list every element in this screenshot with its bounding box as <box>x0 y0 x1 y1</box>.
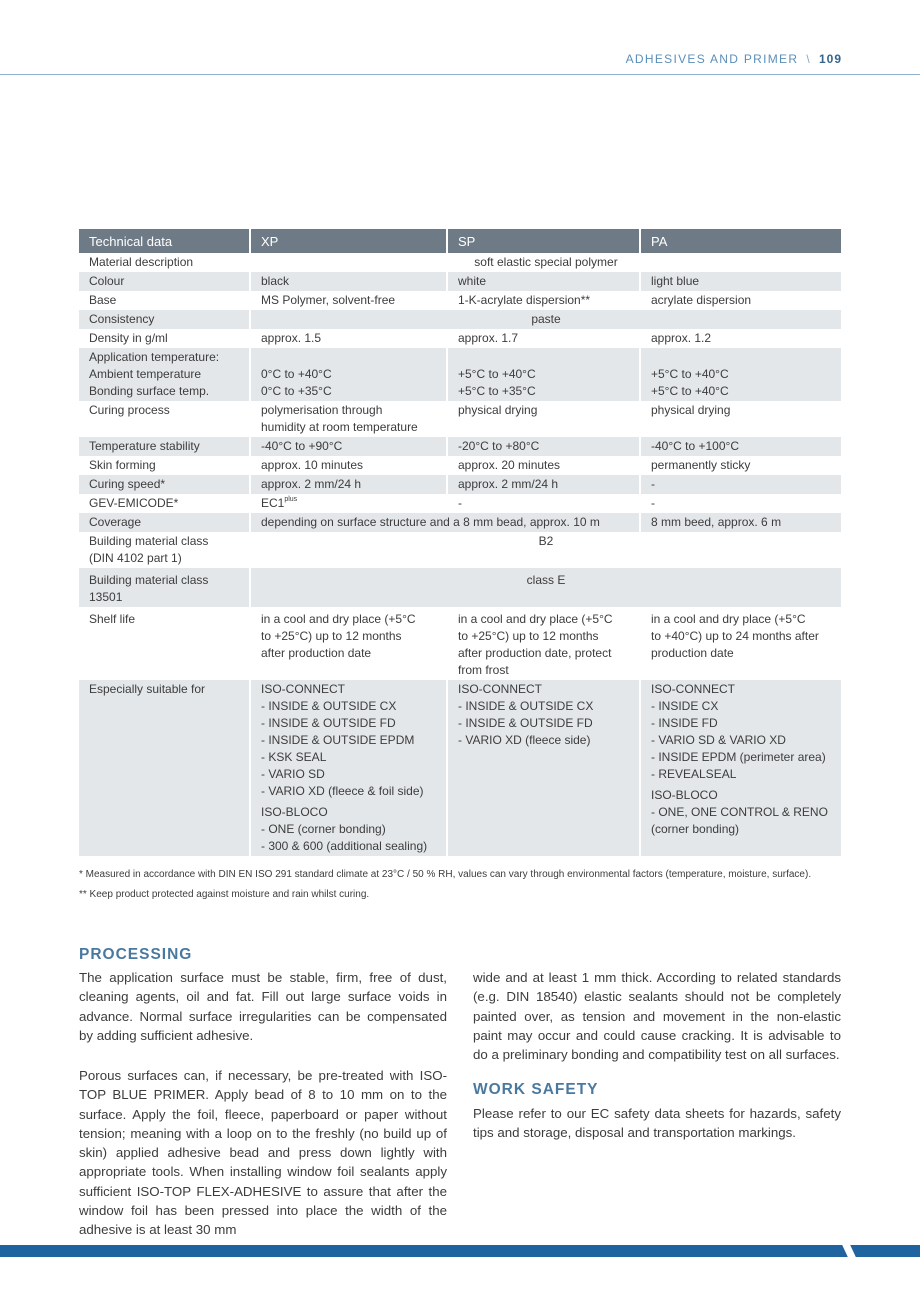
footnote-measured: * Measured in accordance with DIN EN ISO 291 standard climate at 23°C / 50 % RH, values can vary through environmental factors (temperature, moisture, surface). <box>79 869 812 880</box>
label-application-temperature <box>79 348 250 401</box>
pa-density: approx. 1.2 <box>640 329 841 348</box>
label-coverage: Coverage <box>79 513 250 532</box>
label-curing-process: Curing process <box>89 403 170 417</box>
xp-curing-process <box>250 401 447 437</box>
xp-skin-forming: approx. 10 minutes <box>250 456 447 475</box>
row-consistency <box>79 310 841 329</box>
row-building-class-13501 <box>79 568 841 607</box>
pa-bonding: +5°C to +40°C <box>651 384 729 398</box>
processing-title: PROCESSING <box>79 946 193 963</box>
label-density: Density in g/ml <box>89 331 168 345</box>
sp-base: 1-K-acrylate dispersion** <box>447 291 640 310</box>
sp-temperature-stability: -20°C to +80°C <box>447 437 640 456</box>
list-item: - VARIO XD (fleece & foil side) <box>261 784 424 798</box>
value-material: soft elastic special polymer <box>250 253 841 272</box>
shelf-line: from frost <box>458 663 509 677</box>
label-building-class-13501 <box>79 568 250 607</box>
list-item: (corner bonding) <box>651 822 740 836</box>
sp-gev-emicode: - <box>447 494 640 513</box>
label-consistency: Consistency <box>79 310 250 329</box>
list-item: - INSIDE & OUTSIDE EPDM <box>261 733 415 747</box>
label-line: Building material class <box>89 573 209 587</box>
sp-ambient: +5°C to +40°C <box>458 367 536 381</box>
label-bonding-line: Bonding surface temp. <box>89 384 210 398</box>
label-gev-emicode: GEV-EMICODE* <box>89 496 179 510</box>
row-temperature-stability <box>79 437 841 456</box>
xp-density: approx. 1.5 <box>250 329 447 348</box>
list-item: - REVEALSEAL <box>651 767 737 781</box>
xp-curing-line: humidity at room temperature <box>261 420 418 434</box>
bottom-bar <box>0 1245 920 1257</box>
header-separator: \ <box>806 52 811 66</box>
list-item: - ONE, ONE CONTROL & RENO <box>651 805 828 819</box>
list-item: - INSIDE & OUTSIDE FD <box>261 716 396 730</box>
footnote-keep-protected: ** Keep product protected against moisture and rain whilst curing. <box>79 889 370 900</box>
xp-application-temperature <box>250 348 447 401</box>
list-item: ISO-BLOCO <box>261 805 328 819</box>
work-safety-text: Please refer to our EC safety data sheets for hazards, safety tips and storage, disposal and transportation markings. <box>473 1106 841 1141</box>
xp-especially-suitable <box>250 680 447 856</box>
shelf-line: production date <box>651 646 734 660</box>
label-shelf-life: Shelf life <box>89 612 136 626</box>
list-item: - INSIDE & OUTSIDE CX <box>261 699 397 713</box>
xp-ambient: 0°C to +40°C <box>261 367 332 381</box>
pa-coverage: 8 mm beed, approx. 6 m <box>640 513 841 532</box>
row-gev-emicode <box>79 494 841 513</box>
header-section-title: ADHESIVES AND PRIMER <box>625 52 799 66</box>
list-item: - VARIO SD & VARIO XD <box>651 733 786 747</box>
pa-temperature-stability: -40°C to +100°C <box>640 437 841 456</box>
label-building-class-din <box>79 532 250 568</box>
label-line: 13501 <box>89 590 123 604</box>
list-item: - VARIO SD <box>261 767 325 781</box>
list-item: - INSIDE CX <box>651 699 719 713</box>
processing-paragraph-2: Porous surfaces can, if necessary, be pre-treated with ISO-TOP BLUE PRIMER. Apply bead of 8 to 10 mm on to the surface. Apply the foil, fleece, paperboard or paper without tension; meaning with a loop on to the freshly (no build up of skin) applied adhesive bead and press down lightly with appropriate tools. When installing window foil sealants apply sufficient ISO-TOP FLEX-ADHESIVE to assure that after the window foil has been pressed into place the width of the adhesive is at least 30 mm <box>79 1068 447 1238</box>
row-colour <box>79 272 841 291</box>
row-curing-speed <box>79 475 841 494</box>
processing-paragraph-3: wide and at least 1 mm thick. According to related standards (e.g. DIN 18540) elastic sealants should not be completely painted over, as tension and movement in the non-elastic paint may occur and could cause cracking. It is advisable to do a preliminary bonding and compatibility test on all surfaces. <box>473 970 841 1063</box>
label-temperature-stability: Temperature stability <box>79 437 250 456</box>
shelf-line: in a cool and dry place (+5°C <box>458 612 613 626</box>
xp-gev-sup: plus <box>284 496 298 503</box>
processing-paragraph-1: The application surface must be stable, firm, free of dust, cleaning agents, oil and fat. Fill out large surface voids in advance. Normal surface irregularities can be compensated by adding sufficient adhesive. <box>79 970 447 1043</box>
label-line: Building material class <box>89 534 209 548</box>
sp-skin-forming: approx. 20 minutes <box>447 456 640 475</box>
list-item: ISO-CONNECT <box>261 682 345 696</box>
xp-colour: black <box>250 272 447 291</box>
table-header-row <box>79 229 841 253</box>
header-technical-data: Technical data <box>79 229 250 253</box>
value-building-class-din: B2 <box>250 532 841 568</box>
xp-shelf-life <box>250 607 447 680</box>
list-item: - INSIDE FD <box>651 716 718 730</box>
list-item: ISO-CONNECT <box>651 682 735 696</box>
shelf-line: after production date, protect <box>458 646 612 660</box>
sp-density: approx. 1.7 <box>447 329 640 348</box>
sp-curing-process: physical drying <box>447 401 640 437</box>
list-item: - KSK SEAL <box>261 750 327 764</box>
list-item: - 300 & 600 (additional sealing) <box>261 839 428 853</box>
xp-temperature-stability: -40°C to +90°C <box>250 437 447 456</box>
label-especially-suitable: Especially suitable for <box>79 680 250 856</box>
list-item: - ONE (corner bonding) <box>261 822 386 836</box>
shelf-line: to +25°C) up to 12 months <box>458 629 599 643</box>
xp-base: MS Polymer, solvent-free <box>250 291 447 310</box>
xp-curing-line: polymerisation through <box>261 403 383 417</box>
pa-curing-speed: - <box>640 475 841 494</box>
label-material: Material description <box>89 255 194 269</box>
xp-gev-emicode <box>250 494 447 513</box>
pa-curing-process: physical drying <box>640 401 841 437</box>
sp-bonding: +5°C to +35°C <box>458 384 536 398</box>
pa-colour: light blue <box>640 272 841 291</box>
sp-colour: white <box>447 272 640 291</box>
page-number: 109 <box>818 52 842 66</box>
list-item: ISO-CONNECT <box>458 682 542 696</box>
page-header <box>626 52 842 66</box>
list-item: ISO-BLOCO <box>651 788 718 802</box>
xp-curing-speed: approx. 2 mm/24 h <box>250 475 447 494</box>
label-line: (DIN 4102 part 1) <box>89 551 182 565</box>
row-curing-process <box>79 401 841 437</box>
sp-curing-speed: approx. 2 mm/24 h <box>447 475 640 494</box>
row-material <box>79 253 841 272</box>
sp-application-temperature <box>447 348 640 401</box>
label-application-line: Application temperature: <box>89 350 220 364</box>
row-base <box>79 291 841 310</box>
label-skin-forming: Skin forming <box>89 458 156 472</box>
row-skin-forming <box>79 456 841 475</box>
row-shelf-life <box>79 607 841 680</box>
label-colour: Colour <box>79 272 250 291</box>
pa-especially-suitable <box>640 680 841 856</box>
shelf-line: to +40°C) up to 24 months after <box>651 629 819 643</box>
xp-bonding: 0°C to +35°C <box>261 384 332 398</box>
row-coverage <box>79 513 841 532</box>
technical-data-table <box>79 229 841 856</box>
header-rule <box>0 74 920 75</box>
label-base: Base <box>89 293 117 307</box>
list-item: - INSIDE & OUTSIDE FD <box>458 716 593 730</box>
pa-ambient: +5°C to +40°C <box>651 367 729 381</box>
list-item: - INSIDE & OUTSIDE CX <box>458 699 594 713</box>
shelf-line: to +25°C) up to 12 months <box>261 629 402 643</box>
row-especially-suitable <box>79 680 841 856</box>
header-pa: PA <box>640 229 841 253</box>
bottom-bar-notch <box>842 1245 856 1257</box>
row-density <box>79 329 841 348</box>
sp-shelf-life <box>447 607 640 680</box>
label-curing-speed: Curing speed* <box>79 475 250 494</box>
xp-gev-value: EC1 <box>261 496 285 510</box>
shelf-line: after production date <box>261 646 372 660</box>
pa-skin-forming: permanently sticky <box>640 456 841 475</box>
value-building-class-13501: class E <box>250 568 841 607</box>
shelf-line: in a cool and dry place (+5°C <box>261 612 416 626</box>
pa-shelf-life <box>640 607 841 680</box>
header-xp: XP <box>250 229 447 253</box>
pa-base: acrylate dispersion <box>640 291 841 310</box>
row-application-temperature <box>79 348 841 401</box>
pa-application-temperature <box>640 348 841 401</box>
pa-gev-emicode: - <box>640 494 841 513</box>
label-ambient-line: Ambient temperature <box>89 367 202 381</box>
row-building-class-din <box>79 532 841 568</box>
xp-sp-coverage: depending on surface structure and a 8 mm bead, approx. 10 m <box>250 513 640 532</box>
list-item: - INSIDE EPDM (perimeter area) <box>651 750 826 764</box>
value-consistency: paste <box>250 310 841 329</box>
shelf-line: in a cool and dry place (+5°C <box>651 612 806 626</box>
list-item: - VARIO XD (fleece side) <box>458 733 591 747</box>
header-sp: SP <box>447 229 640 253</box>
sp-especially-suitable <box>447 680 640 856</box>
work-safety-title: WORK SAFETY <box>473 1081 599 1098</box>
